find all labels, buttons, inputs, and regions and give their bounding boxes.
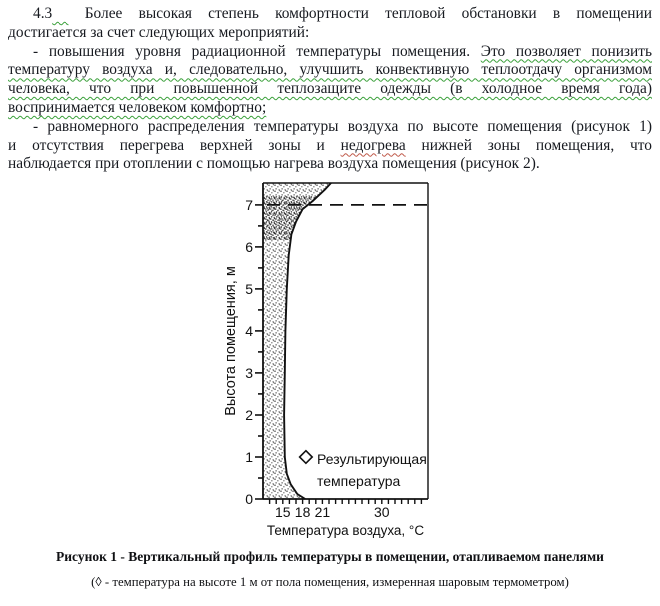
text-line [8, 99, 652, 118]
svg-text:7: 7 [245, 197, 253, 214]
spellcheck-marked-text [52, 5, 68, 22]
text-line [8, 43, 652, 62]
y-axis-ticks [255, 205, 263, 499]
svg-text:5: 5 [245, 281, 253, 298]
temperature-profile-chart [220, 178, 440, 541]
text-segment: - равномерного распределения температуры воздуха по высоте помещения (рисунок 1) [33, 117, 652, 135]
text-segment: Более высокая степень комфортности тепловой обстановки в помещении [68, 5, 652, 22]
text-line [8, 61, 652, 80]
text-line [8, 118, 652, 137]
text-segment: и отсутствия перегрева верхней зоны и [8, 136, 341, 154]
figure [220, 178, 440, 541]
spellcheck-marked-text: человека, что при повышенной теплозащите одежды (в холодное время года) [8, 80, 652, 98]
svg-text:6: 6 [245, 239, 253, 256]
spellcheck-marked-text: температуру воздуха и, следовательно, улучшить конвективную теплоотдачу организмом [8, 61, 652, 79]
spellcheck-marked-text: недогрева [340, 136, 406, 154]
text-line [8, 24, 652, 43]
spellcheck-marked-text: Это позволяет понизить [480, 42, 652, 60]
figure-subcaption: (◊ - температура на высоте 1 м от пола помещения, измеренная шаровым термометром) [91, 575, 569, 590]
svg-text:18: 18 [294, 504, 311, 521]
document-text [0, 0, 660, 174]
svg-text:4: 4 [245, 323, 253, 340]
text-segment: 4.3 [33, 5, 53, 22]
svg-text:3: 3 [245, 365, 253, 382]
text-segment: - повышения уровня радиационной температуры помещения. [33, 42, 481, 60]
svg-text:15: 15 [275, 504, 291, 521]
spellcheck-marked-text: воспринимается человеком комфортно; [8, 98, 267, 116]
text-line [8, 137, 652, 156]
legend-marker-diamond [300, 451, 313, 464]
legend-label: температура [317, 473, 401, 490]
text-segment: наблюдается при отоплении с помощью нагрева воздуха помещения (рисунок 2). [8, 155, 540, 173]
legend-label: Результирующая [317, 451, 427, 468]
text-segment: нижней зоны помещения, что [405, 136, 652, 154]
text-line [8, 80, 652, 99]
svg-text:0: 0 [245, 491, 253, 508]
x-tick-labels [275, 504, 390, 520]
svg-text:2: 2 [245, 407, 253, 424]
svg-text:1: 1 [245, 449, 253, 466]
svg-text:21: 21 [314, 504, 331, 521]
text-line [8, 5, 652, 24]
svg-text:30: 30 [374, 504, 390, 521]
x-axis-label: Температура воздуха, °С [266, 523, 425, 539]
y-tick-labels [245, 197, 253, 507]
text-line [8, 155, 652, 174]
text-segment: достигается за счет следующих мероприятий: [8, 23, 310, 41]
y-axis-label: Высота помещения, м [223, 266, 239, 416]
figure-caption: Рисунок 1 - Вертикальный профиль температуры в помещении, отапливаемом панелями [56, 549, 604, 565]
